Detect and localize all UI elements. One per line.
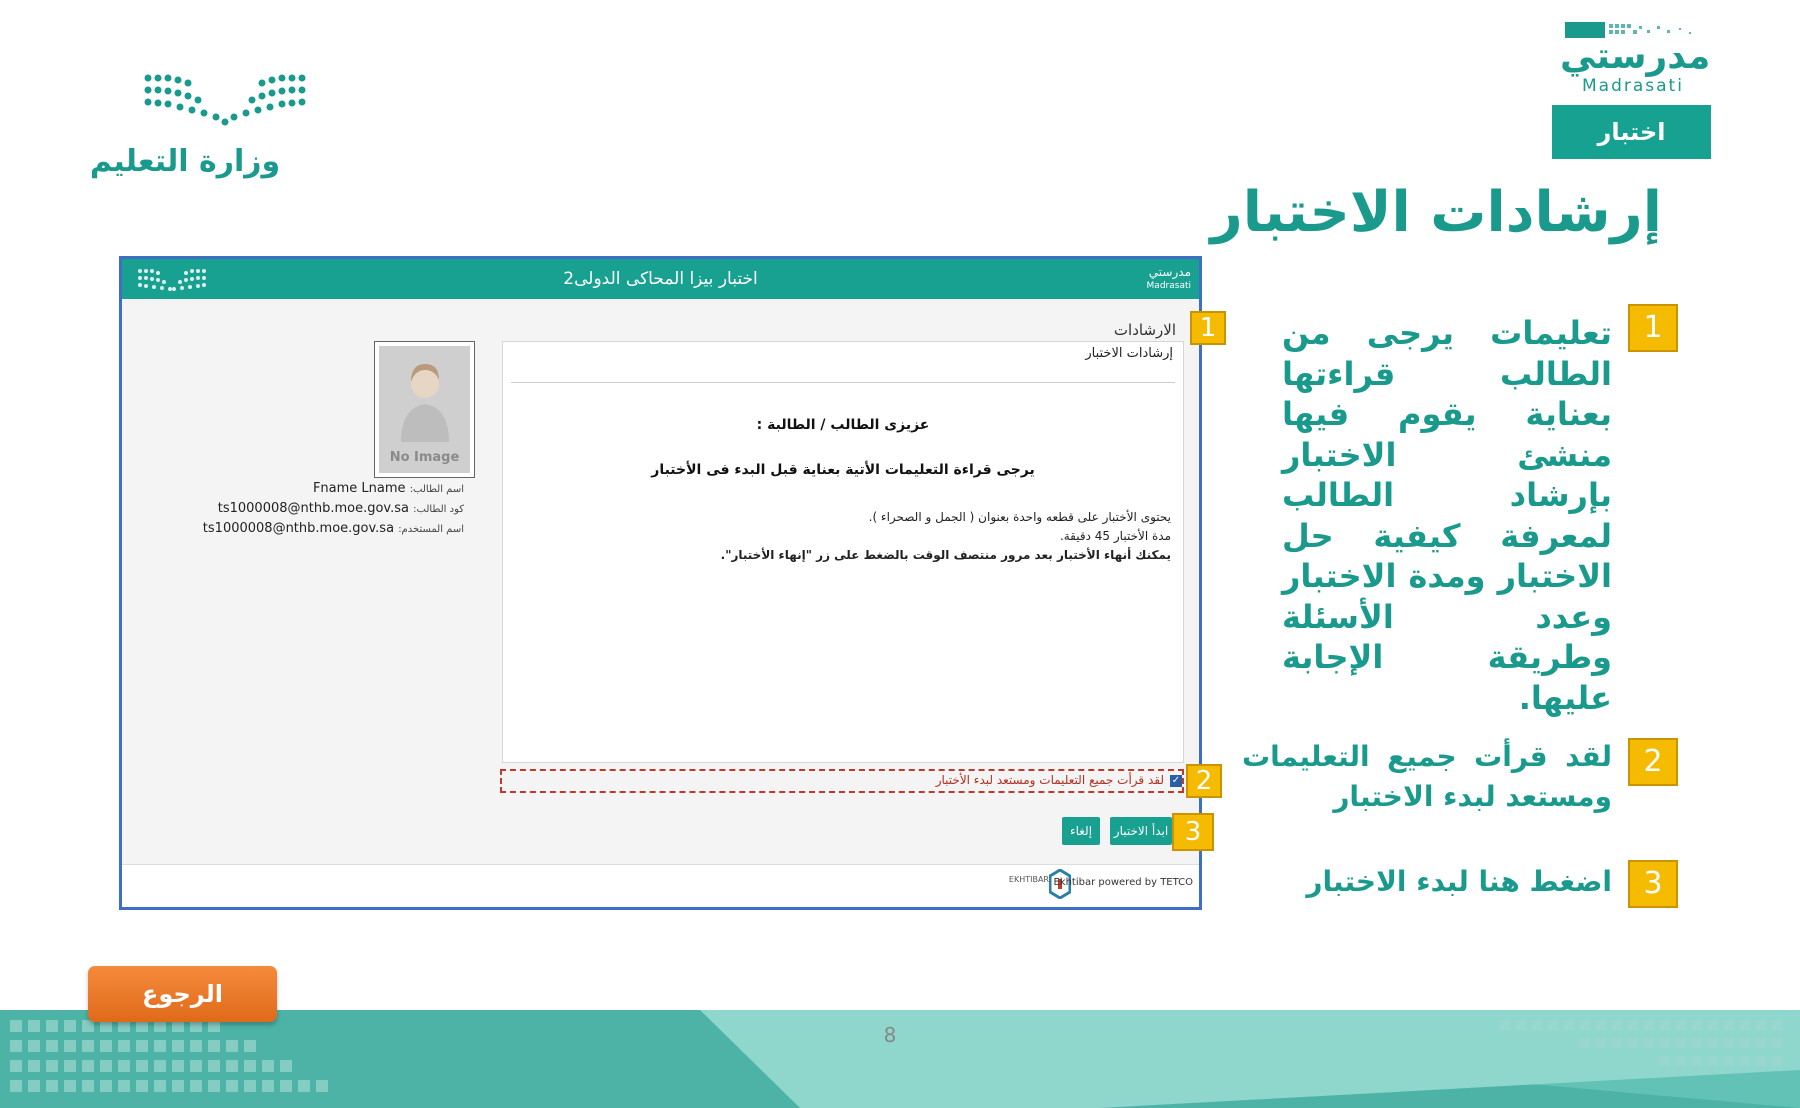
username: ts1000008@nthb.moe.gov.sa	[202, 521, 395, 536]
ministry-dots-icon	[140, 70, 310, 130]
legend-marker-3: 3	[1628, 860, 1678, 908]
instruction-line: مدة الأختبار 45 دقيقة.	[1059, 529, 1171, 543]
divider	[511, 382, 1175, 383]
student-name: Fname Lname	[312, 481, 406, 496]
description-2: لقد قرأت جميع التعليمات ومستعد لبدء الاختبار	[1242, 740, 1612, 813]
ministry-name: وزارة التعليم	[89, 144, 281, 179]
description-3: اضغط هنا لبدء الاختبار	[1306, 865, 1612, 898]
marker-2: 2	[1186, 764, 1222, 798]
greeting-text: عزيزى الطالب / الطالبة :	[756, 417, 930, 433]
marker-1: 1	[1190, 311, 1226, 345]
exam-screenshot	[119, 256, 1217, 910]
start-exam-button[interactable]: ابدأ الاختبار	[1110, 817, 1172, 845]
agree-checkbox[interactable]: ✓	[1171, 775, 1181, 786]
ekhtibar-logo-text: EKHTIBAR	[1008, 875, 1049, 884]
instruction-line: يحتوى الأختبار على قطعه واحدة بعنوان ( الجمل و الصحراء ).	[868, 510, 1171, 524]
student-code-row	[218, 501, 464, 516]
legend-marker-2: 2	[1628, 738, 1678, 786]
description-1: تعليمات يرجى من الطالب قراءتها بعناية يقوم فيها منشئ الاختبار بإرشاد الطالب لمعرفة كيفية حل الاختبار ومدة الاختبار وعدد الأسئلة وطريقة الإجابة عليها.	[1282, 314, 1612, 717]
ministry-dots-icon	[136, 267, 208, 293]
ministry-logo	[60, 70, 320, 190]
username-label: اسم المستخدم:	[398, 524, 464, 535]
madrasati-latin: Madrasati	[1582, 76, 1684, 96]
read-instructions-text: يرجى قراءة التعليمات الأتية بعناية قبل البدء فى الأختبار	[651, 462, 1035, 478]
user-silhouette-icon	[379, 346, 470, 446]
agree-text: لقد قرأت جميع التعليمات ومستعد لبدء الأختبار	[935, 773, 1164, 787]
exam-footer	[122, 864, 1199, 907]
legend-marker-1: 1	[1628, 304, 1678, 352]
section-badge: اختبار	[1552, 105, 1711, 159]
student-photo	[374, 341, 475, 478]
madrasati-logo	[1560, 18, 1711, 98]
exam-header-logo	[1147, 259, 1191, 293]
page-number: 8	[883, 1023, 897, 1047]
agree-row[interactable]	[500, 769, 1184, 793]
cancel-button[interactable]: إلغاء	[1062, 817, 1100, 845]
madrasati-arabic: مدرستي	[1560, 36, 1711, 77]
instructions-box[interactable]	[502, 341, 1184, 763]
student-code-label: كود الطالب:	[413, 504, 464, 515]
exam-header	[122, 259, 1199, 299]
instructions-label: الارشادات	[1113, 321, 1176, 339]
student-code: ts1000008@nthb.moe.gov.sa	[217, 501, 409, 516]
header-logo-latin: Madrasati	[1146, 281, 1191, 291]
header-logo-arabic: مدرستي	[1148, 265, 1191, 279]
exam-title: اختبار بيزا المحاكى الدولى2	[563, 269, 758, 289]
page-title: إرشادات الاختبار	[1210, 180, 1662, 245]
back-button[interactable]: الرجوع	[88, 966, 277, 1022]
student-name-row	[313, 481, 464, 496]
marker-3: 3	[1172, 813, 1214, 851]
student-name-label: اسم الطالب:	[409, 484, 464, 495]
instructions-box-title: إرشادات الاختبار	[1085, 346, 1173, 361]
no-image-text: No Image	[389, 450, 460, 465]
footer-text: Ekhtibar powered by TETCO	[1053, 877, 1193, 888]
username-row	[203, 521, 464, 536]
instruction-line: يمكنك أنهاء الأختبار بعد مرور منتصف الوقت بالضغط على زر "إنهاء الأختبار".	[720, 548, 1171, 562]
